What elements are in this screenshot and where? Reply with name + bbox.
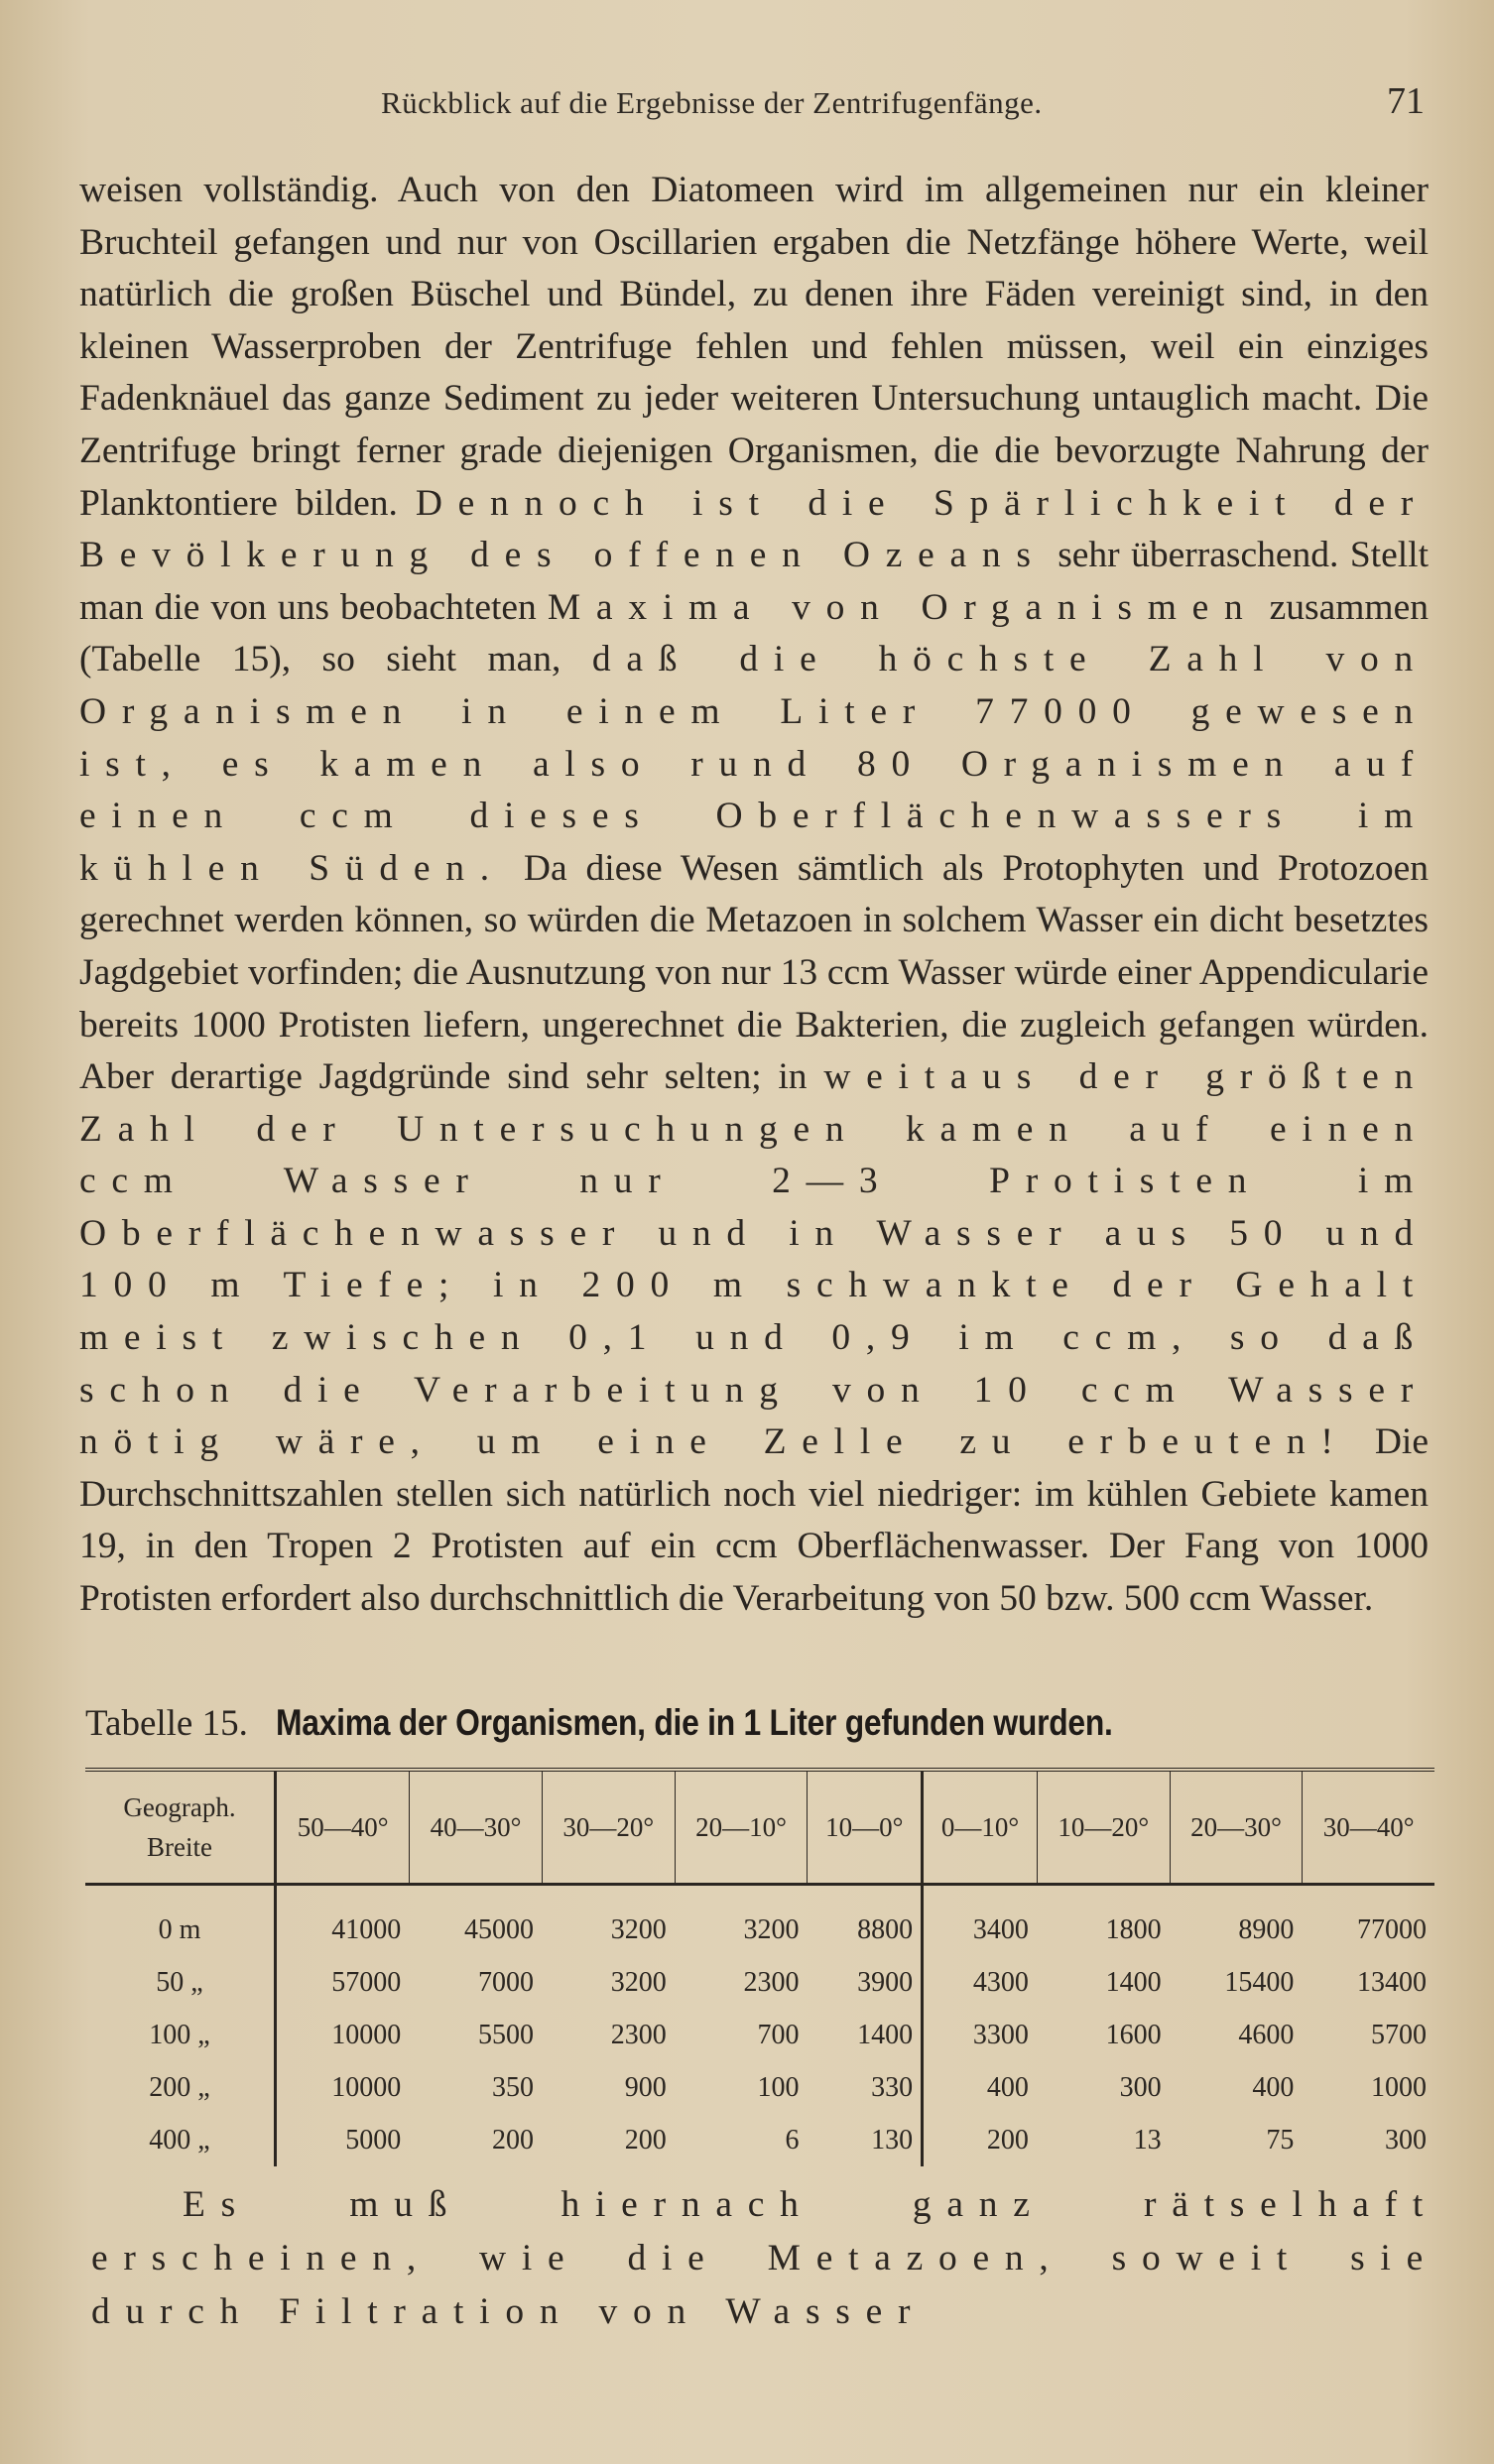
table-cell: 8800 [857, 1913, 914, 1945]
table-cell: 15400 [1224, 1966, 1295, 1998]
emphasized-text: daß die höchste Zahl von Organismen in einem Liter 77000 gewesen ist, es kamen also rund 80 Organismen auf einen ccm dieses Oberflächenwassers im kühlen Süden. [79, 639, 1430, 889]
column-header: 10—0° [808, 1770, 923, 1885]
corner-header-line: Breite [147, 1832, 212, 1862]
table-cell: 8900 [1238, 1913, 1295, 1945]
table-cell: 2300 [743, 1966, 800, 1998]
table-cell: 5500 [477, 2019, 534, 2050]
table-cell: 4600 [1238, 2019, 1295, 2050]
text-run: Die Durchschnittszahlen stellen sich natürlich noch viel niedriger: im kühlen Gebiete kamen 19, in den Tropen 2 Protisten auf ein ccm Oberflächenwasser. Der Fang von 1000 Protisten erfordert also durchschnittlich die Verarbeitung von 50 bzw. 500 ccm Wasser. [79, 1421, 1429, 1620]
column-header: 0—10° [923, 1770, 1038, 1885]
table-cell: 400 [923, 2061, 1038, 2114]
table-cell: 41000 [276, 1885, 410, 1957]
body-paragraph [79, 165, 1429, 1626]
table-cell: 3200 [610, 1966, 667, 1998]
table-cell: 330 [871, 2071, 914, 2103]
table-cell: 45000 [463, 1913, 534, 1945]
table-cell: 5700 [1371, 2019, 1427, 2050]
text-run: zusammen (Tabelle 15), so sieht man, [79, 586, 1429, 680]
table-cell: 400 [1252, 2071, 1295, 2103]
table-cell: 350 [491, 2071, 534, 2103]
table-cell: 3900 [857, 1966, 914, 1998]
table-cell: 3200 [610, 1913, 667, 1945]
column-header: 20—10° [675, 1770, 808, 1885]
table-cell: 1400 [857, 2019, 914, 2050]
running-title: Rückblick auf die Ergebnisse der Zentrifugenfänge. [381, 85, 1043, 120]
table-cell: 2300 [610, 2019, 667, 2050]
table-cell: 1000 [1371, 2071, 1427, 2103]
table-cell: 1800 [1105, 1913, 1162, 1945]
corner-header-line: Geograph. [123, 1792, 236, 1822]
column-header: 30—40° [1303, 1770, 1434, 1885]
column-header: 50—40° [276, 1770, 410, 1885]
table-label: Tabelle 15. [85, 1703, 248, 1744]
table-cell: 200 [923, 2114, 1038, 2166]
table-cell: 4300 [923, 1956, 1038, 2009]
table-cell: 3400 [923, 1885, 1038, 1957]
table-cell: 75 [1266, 2124, 1295, 2156]
closing-text: Es muß hiernach ganz rätselhaft erscheinen, wie die Metazoen, soweit sie durch Filtration von Wasser [91, 2184, 1438, 2332]
text-run: sehr überraschend. Stellt man die von uns beobachteten [79, 535, 1430, 628]
maxima-table [85, 1768, 1434, 2166]
table-cell: 1600 [1105, 2019, 1162, 2050]
column-header: 20—30° [1170, 1770, 1303, 1885]
table-cell: 3300 [923, 2009, 1038, 2061]
text-run: weisen vollständig. Auch von den Diatomeen wird im allgemeinen nur ein kleiner Bruchteil gefangen und nur von Oscillarien ergaben die Netzfänge höhere Werte, weil natürlich die großen Büschel und Bündel, zu denen ihre Fäden vereinigt sind, in den kleinen Wasserproben der Zentrifuge fehlen und fehlen müssen, weil ein einziges Fadenknäuel das ganze Sediment zu jeder weiteren Untersuchung untauglich macht. Die Zentrifuge bringt ferner grade diejenigen Organismen, die die bevorzugte Nahrung der Planktontiere bilden. [79, 170, 1429, 524]
row-header: 200 „ [149, 2071, 210, 2103]
table-container [85, 1768, 1434, 2166]
table-cell: 7000 [477, 1966, 534, 1998]
table-title: Maxima der Organismen, die in 1 Liter gefunden wurden. [275, 1702, 1113, 1743]
table-cell: 13400 [1357, 1966, 1427, 1998]
table-cell: 3200 [743, 1913, 800, 1945]
table-caption [85, 1702, 1434, 1745]
table-cell: 6 [785, 2124, 800, 2156]
table-cell: 300 [1385, 2124, 1427, 2156]
row-header: 400 „ [149, 2124, 210, 2156]
row-header: 50 „ [156, 1966, 203, 1998]
table-cell: 1400 [1105, 1966, 1162, 1998]
table-row [85, 1885, 1434, 1957]
table-cell: 300 [1119, 2071, 1162, 2103]
table-cell: 200 [624, 2124, 667, 2156]
table-cell: 5000 [276, 2114, 410, 2166]
table-cell: 700 [757, 2019, 800, 2050]
column-header: 30—20° [542, 1770, 675, 1885]
paragraph [79, 165, 1429, 1626]
page-number: 71 [1387, 80, 1425, 122]
table-row [85, 2061, 1434, 2114]
table-cell: 13 [1133, 2124, 1162, 2156]
table-cell: 100 [757, 2071, 800, 2103]
table-cell: 900 [624, 2071, 667, 2103]
table-cell: 57000 [276, 1956, 410, 2009]
table-cell: 130 [871, 2124, 914, 2156]
table-row [85, 2009, 1434, 2061]
table-cell: 200 [491, 2124, 534, 2156]
table-row [85, 2114, 1434, 2166]
emphasized-text: weitaus der größten Zahl der Untersuchungen kamen auf einen ccm Wasser nur 2—3 Protisten im Oberflächenwasser und in Wasser aus 50 und 100 m Tiefe; in 200 m schwankte der Gehalt meist zwischen 0,1 und 0,9 im ccm, so daß schon die Verarbeitung von 10 ccm Wasser nötig wäre, um eine Zelle zu erbeuten! [79, 1056, 1430, 1463]
row-header: 100 „ [149, 2019, 210, 2050]
table-header-row [85, 1770, 1434, 1885]
emphasized-text: Dennoch ist die Spärlichkeit der Bevölkerung des offenen Ozeans [79, 482, 1429, 576]
text-run: Da diese Wesen sämtlich als Protophyten und Protozoen gerechnet werden können, so würden die Metazoen in solchem Wasser ein dicht besetztes Jagdgebiet vorfinden; die Ausnutzung von nur 13 ccm Wasser würde einer Appendicularie bereits 1000 Protisten liefern, ungerechnet die Bakterien, die zugleich gefangen würden. Aber derartige Jagdgründe sind sehr selten; in [79, 847, 1429, 1098]
column-header: 10—20° [1037, 1770, 1170, 1885]
closing-paragraph [91, 2178, 1438, 2339]
table-row [85, 1956, 1434, 2009]
column-header: 40—30° [410, 1770, 543, 1885]
emphasized-text: Maxima von Organismen [547, 586, 1259, 628]
corner-header [85, 1770, 276, 1885]
table-cell: 77000 [1357, 1913, 1427, 1945]
table-cell: 10000 [276, 2061, 410, 2114]
table-cell: 10000 [276, 2009, 410, 2061]
row-header: 0 m [158, 1913, 201, 1945]
